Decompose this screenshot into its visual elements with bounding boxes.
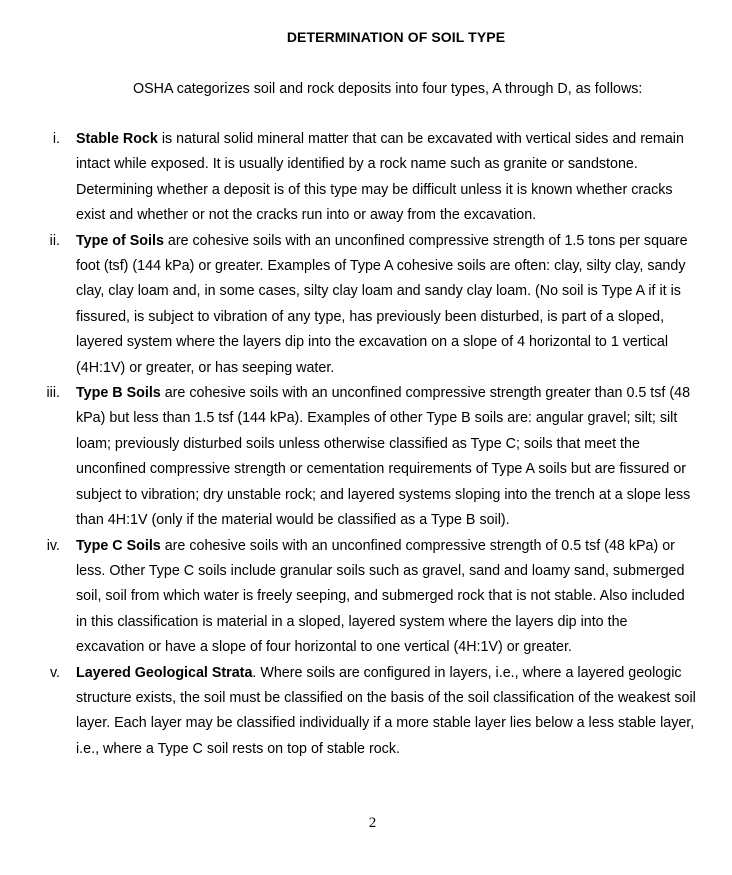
list-item-term: Stable Rock: [76, 131, 158, 147]
list-item-numeral: iii.: [46, 385, 60, 402]
list-item-description: are cohesive soils with an unconfined compressive strength of 1.5 tons per square foot (tsf) (144 kPa) or greater. Examples of Type A cohesive soils are often: clay, silty clay, sandy clay, clay loam and, in some cases, silty clay loam and sandy clay loam. (No soil is Type A if it is fissured, is subject to vibration of any type, has previously been disturbed, is part of a sloped, layered system where the layers dip into the excavation on a slope of 4 horizontal to 1 vertical (4H:1V) or greater, or has seeping water.: [76, 232, 688, 376]
list-item-description: . Where soils are configured in layers, i.e., where a layered geologic structure exists, the soil must be classified on the basis of the soil classification of the weakest soil layer. Each layer may be classified individually if a more stable layer lies below a less stable layer, i.e., where a Type C soil rests on top of stable rock.: [76, 664, 696, 757]
list-item-term: Type B Soils: [76, 385, 161, 402]
list-item-text: [76, 665, 696, 757]
soil-type-list: [46, 127, 696, 762]
intro-paragraph: OSHA categorizes soil and rock deposits into four types, A through D, as follows:: [133, 81, 643, 97]
page-title: DETERMINATION OF SOIL TYPE: [286, 29, 506, 45]
list-item: [46, 381, 696, 533]
list-item: [49, 229, 696, 381]
list-item-text: [76, 131, 684, 223]
list-item: [49, 661, 696, 763]
list-item-term: Type of Soils: [76, 232, 164, 249]
list-item: [52, 127, 696, 229]
list-item-numeral: ii.: [49, 232, 60, 249]
list-item-description: is natural solid mineral matter that can be excavated with vertical sides and remain intact while exposed. It is usually identified by a rock name such as granite or sandstone. Determining whether a deposit is of this type may be difficult unless it is known whether cracks exist and whether or not the cracks run into or away from the excavation.: [76, 131, 684, 224]
list-item-description: are cohesive soils with an unconfined compressive strength greater than 0.5 tsf (48 kPa) but less than 1.5 tsf (144 kPa). Examples of other Type B soils are: angular gravel; silt; silt loam; previously disturbed soils unless otherwise classified as Type C; soils that meet the unconfined compressive strength or cementation requirements of Type A soils but are fissured or subject to vibration; dry unstable rock; and layered systems sloping into the trench at a slope less than 4H:1V (only if the material would be classified as a Type B soil).: [76, 385, 691, 529]
list-item-term: Layered Geological Strata: [76, 664, 253, 681]
list-item: [46, 534, 696, 661]
list-item-numeral: i.: [52, 131, 60, 147]
list-item-term: Type C Soils: [76, 537, 161, 554]
list-item-text: [76, 385, 690, 528]
page-number: 2: [368, 815, 377, 831]
list-item-text: [76, 538, 685, 656]
list-item-numeral: v.: [49, 664, 60, 681]
list-item-text: [76, 233, 688, 376]
list-item-numeral: iv.: [46, 537, 60, 554]
list-item-description: are cohesive soils with an unconfined compressive strength of 0.5 tsf (48 kPa) or less. Other Type C soils include granular soils such as gravel, sand and loamy sand, submerged soil, soil from which water is freely seeping, and submerged rock that is not stable. Also included in this classification is material in a sloped, layered system where the layers dip into the excavation or have a slope of four horizontal to one vertical (4H:1V) or greater.: [76, 537, 685, 656]
